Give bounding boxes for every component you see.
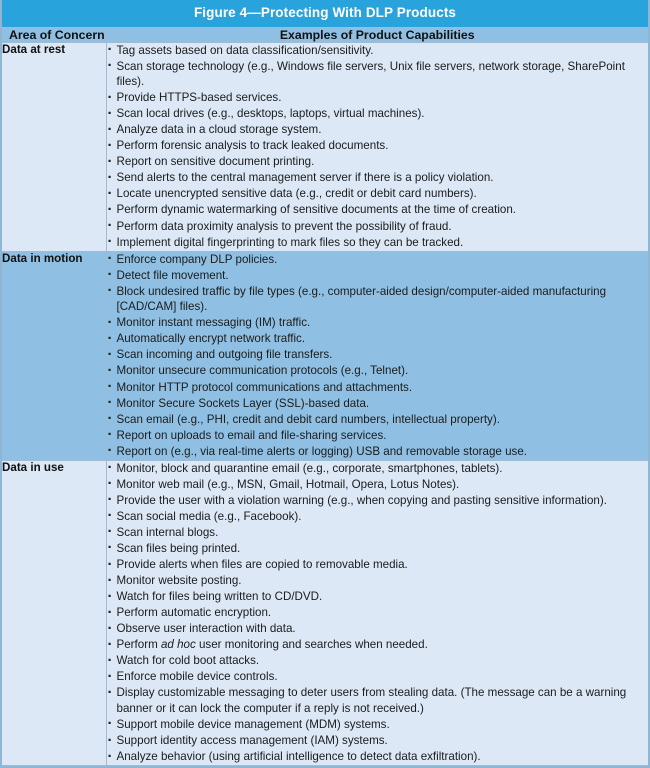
capability-item: · Display customizable messaging to deter users from stealing data. (The message can be a warning banner or it can lock the computer if a reply is not received.) [107, 685, 649, 716]
capability-item: · Enforce mobile device controls. [107, 669, 649, 685]
capability-item: · Provide HTTPS-based services. [107, 90, 649, 106]
capability-item: · Scan incoming and outgoing file transfers. [107, 347, 649, 363]
capability-item: · Enforce company DLP policies. [107, 252, 649, 268]
capability-list [107, 252, 649, 460]
capability-item [107, 637, 649, 653]
capability-item: · Detect file movement. [107, 268, 649, 284]
emphasis-text: ad hoc [160, 638, 196, 652]
capability-item: · Implement digital fingerprinting to mark files so they can be tracked. [107, 235, 649, 251]
table-row [2, 251, 648, 460]
capability-item: · Block undesired traffic by file types (e.g., computer-aided design/computer-aided manufacturing [CAD/CAM] files). [107, 284, 649, 315]
table-header-row [2, 27, 648, 42]
capability-item: · Watch for files being written to CD/DVD. [107, 589, 649, 605]
table-row [2, 460, 648, 765]
capability-item: · Perform data proximity analysis to prevent the possibility of fraud. [107, 219, 649, 235]
capability-item: · Scan local drives (e.g., desktops, laptops, virtual machines). [107, 106, 649, 122]
capability-item: · Tag assets based on data classification/sensitivity. [107, 43, 649, 59]
capability-list [107, 43, 649, 251]
product-capabilities-cell [106, 251, 648, 460]
capability-item: · Watch for cold boot attacks. [107, 653, 649, 669]
product-capabilities-cell [106, 42, 648, 251]
capability-item: · Monitor, block and quarantine email (e.g., corporate, smartphones, tablets). [107, 461, 649, 477]
figure-title: Figure 4—Protecting With DLP Products [2, 0, 648, 27]
table-body [2, 42, 648, 766]
capability-item: · Locate unencrypted sensitive data (e.g., credit or debit card numbers). [107, 186, 649, 202]
capability-item: · Monitor instant messaging (IM) traffic. [107, 315, 649, 331]
capability-item: · Support mobile device management (MDM) systems. [107, 717, 649, 733]
capability-item: · Monitor Secure Sockets Layer (SSL)-based data. [107, 396, 649, 412]
capability-item: · Monitor website posting. [107, 573, 649, 589]
capability-item: · Monitor web mail (e.g., MSN, Gmail, Hotmail, Opera, Lotus Notes). [107, 477, 649, 493]
capability-list [107, 461, 649, 765]
capability-text: user monitoring and searches when needed. [195, 638, 428, 652]
dlp-capabilities-table [2, 27, 648, 767]
capability-item: · Analyze data in a cloud storage system. [107, 122, 649, 138]
capability-item: · Report on uploads to email and file-sharing services. [107, 428, 649, 444]
area-of-concern-cell: Data in use [2, 460, 106, 765]
capability-item: · Monitor HTTP protocol communications and attachments. [107, 380, 649, 396]
capability-item: · Support identity access management (IAM) systems. [107, 733, 649, 749]
capability-item: · Report on (e.g., via real-time alerts or logging) USB and removable storage use. [107, 444, 649, 460]
area-of-concern-cell: Data in motion [2, 251, 106, 460]
column-header-area-of-concern: Area of Concern [2, 27, 106, 42]
capability-item: · Perform dynamic watermarking of sensitive documents at the time of creation. [107, 202, 649, 218]
capability-item: · Provide the user with a violation warning (e.g., when copying and pasting sensitive information). [107, 493, 649, 509]
capability-item: · Scan email (e.g., PHI, credit and debit card numbers, intellectual property). [107, 412, 649, 428]
product-capabilities-cell [106, 460, 648, 765]
column-header-examples-of-product-capabilities: Examples of Product Capabilities [106, 27, 648, 42]
capability-item: · Perform forensic analysis to track leaked documents. [107, 138, 649, 154]
capability-item: · Scan files being printed. [107, 541, 649, 557]
capability-item: · Report on sensitive document printing. [107, 154, 649, 170]
capability-item: · Send alerts to the central management server if there is a policy violation. [107, 170, 649, 186]
capability-item: · Monitor unsecure communication protocols (e.g., Telnet). [107, 363, 649, 379]
capability-item: · Perform automatic encryption. [107, 605, 649, 621]
capability-item: · Analyze behavior (using artificial intelligence to detect data exfiltration). [107, 749, 649, 765]
capability-item: · Scan social media (e.g., Facebook). [107, 509, 649, 525]
area-of-concern-cell: Data at rest [2, 42, 106, 251]
capability-item: · Automatically encrypt network traffic. [107, 331, 649, 347]
table-row [2, 42, 648, 251]
capability-item: · Provide alerts when files are copied to removable media. [107, 557, 649, 573]
capability-item: · Observe user interaction with data. [107, 621, 649, 637]
capability-item: · Scan internal blogs. [107, 525, 649, 541]
capability-item: · Scan storage technology (e.g., Windows file servers, Unix file servers, network storage, SharePoint files). [107, 59, 649, 90]
capability-text: Perform [116, 638, 161, 652]
